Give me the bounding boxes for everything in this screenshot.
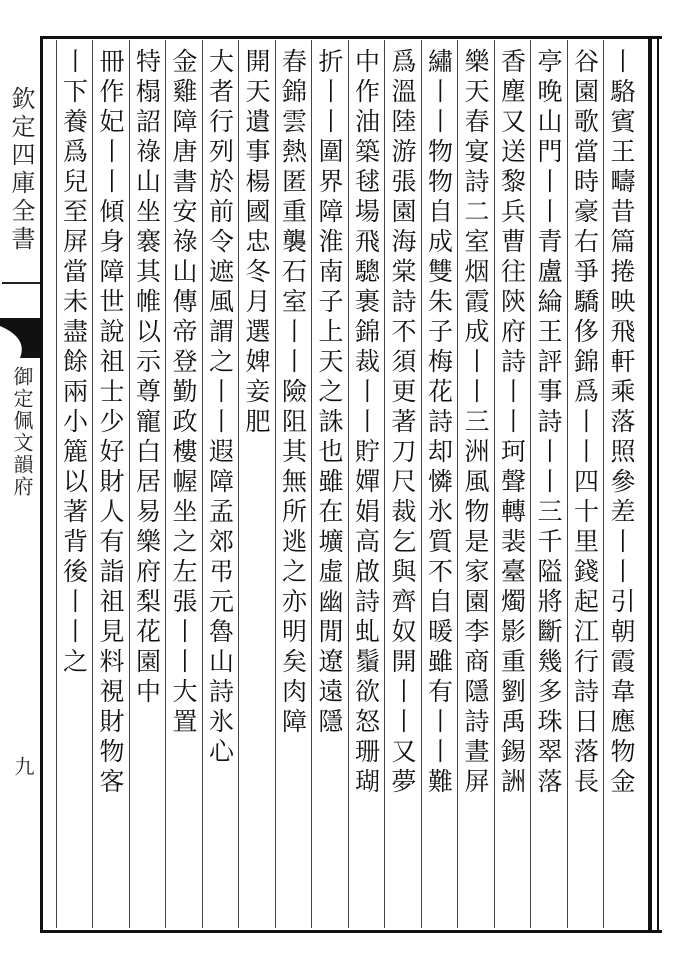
text-column: 大者行列於前令遮風謂之丨丨遐障孟郊弔元魯山詩氷心 (205, 48, 235, 768)
text-column: 繡丨丨物物自成雙朱子梅花詩却憐氷質不自暖雖有丨丨難 (424, 48, 454, 798)
text-column: 爲溫陸游張園海棠詩不須更著刀尺裁乞與齊奴開丨丨又夢 (388, 48, 417, 798)
column-divider (92, 40, 93, 928)
text-column: 冊作妃丨丨傾身障世說祖士少好財人有詣祖見料視財物客 (96, 48, 125, 798)
text-column: 丨駱賓王疇昔篇捲映飛軒乘落照參差丨丨引朝霞韋應物金 (607, 48, 636, 798)
column-divider (129, 40, 130, 928)
column-divider (202, 40, 203, 928)
text-column: 谷園歌當時豪右爭驕侈錦爲丨丨四十里錢起江行詩日落長 (570, 48, 600, 798)
text-column: 折丨丨圍界障淮南子上天之誅也雖在壙虛幽閒遼遠隱 (315, 48, 344, 738)
text-column: 中作油築毬場飛驄裹錦裁丨丨貯嬋娟高啟詩虬鬚欲怒珊瑚 (351, 48, 381, 798)
margin-rule-upper (2, 282, 40, 284)
column-divider (311, 40, 312, 928)
column-divider (603, 40, 604, 928)
folio-number: 九 (11, 756, 35, 776)
frame-bottom-rule (40, 930, 662, 933)
text-column: 金雞障唐書安祿山傳帝登勤政樓幄坐之左張丨丨大置 (169, 48, 198, 738)
text-column: 春錦雲熱匿重襲石室丨丨險阻其無所逃之亦明矣肉障 (278, 48, 308, 738)
text-column: 開天遺事楊國忠冬月選婢妾肥 (242, 48, 271, 438)
column-divider (567, 40, 568, 928)
column-divider (421, 40, 422, 928)
frame-top-rule (40, 36, 662, 39)
text-column: 樂天春宴詩二室烟霞成丨丨三洲風物是家園李商隱詩晝屏 (461, 48, 490, 798)
column-divider (275, 40, 276, 928)
column-divider (494, 40, 495, 928)
frame-right-rule (648, 36, 652, 933)
text-column: 亭晚山門丨丨青盧綸王評事詩丨丨三千隘將斷幾多珠翠落 (534, 48, 563, 798)
margin-strip (0, 36, 42, 933)
text-column: 香塵又送黎兵曹往陝府詩丨丨珂聲轉裴臺燭影重劉禹錫詶 (497, 48, 527, 798)
text-column: 特榻詔祿山坐褰其帷以示尊寵白居易樂府梨花園中 (132, 48, 162, 708)
column-divider (384, 40, 385, 928)
margin-head-text: 欽定四庫全書 (7, 86, 35, 254)
column-divider (238, 40, 239, 928)
frame-right-inner-rule (657, 36, 659, 933)
margin-divider (40, 36, 43, 933)
column-divider (457, 40, 458, 928)
text-column: 丨下養爲兒至屏當未盡餘兩小簏以著背後丨丨之 (59, 48, 89, 678)
column-divider (165, 40, 166, 928)
column-divider (56, 40, 57, 928)
margin-book-title: 御定佩文韻府 (10, 366, 34, 498)
column-divider (348, 40, 349, 928)
fishtail-icon (0, 318, 40, 358)
column-divider (530, 40, 531, 928)
